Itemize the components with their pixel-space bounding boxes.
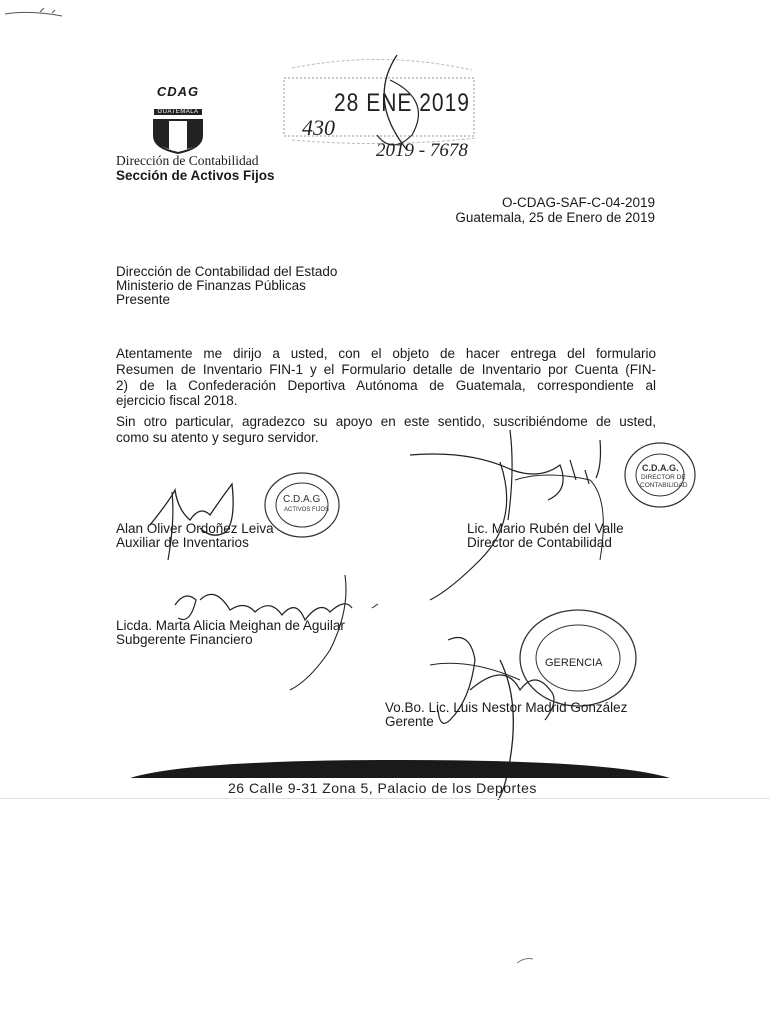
logo-sublabel: GUATEMALA [154,109,201,115]
reference-code: O-CDAG-SAF-C-04-2019 [501,195,655,210]
signer-2-title: Director de Contabilidad [467,535,612,550]
file-number: 2019 - 7678 [376,140,468,161]
stray-mark [515,955,535,965]
para1-line2: Resumen de Inventario FIN-1 y el Formulario detalle de Inventario por Cuenta (FIN- [116,361,656,377]
vobo-name: Vo.Bo. Lic. Luis Nestor Madrid González [385,700,628,715]
signer-3-name: Licda. Marta Alicia Meighan de Aguilar [116,618,345,633]
logo-text: CDAG [156,84,200,99]
director-stamp-line1: C.D.A.G. [642,463,679,473]
para1-line4: ejercicio fiscal 2018. [116,393,238,409]
recipient-line3: Presente [116,292,171,307]
place-date: Guatemala, 25 de Enero de 2019 [455,210,655,225]
para2-line2: como su atento y seguro servidor. [116,429,319,445]
signer-1-name: Alan Oliver Ordoñez Leiva [116,521,274,536]
para1-line1: Atentamente me dirijo a usted, con el objeto de hacer entrega del formulario [116,346,656,361]
para1-line3: 2) de la Confederación Deportiva Autónoma de Guatemala, correspondiente al [116,377,656,393]
received-date: 28 ENE 2019 [334,89,470,118]
footer-band [130,756,670,782]
department-name: Dirección de Contabilidad [116,153,259,168]
director-stamp-line2: DIRECTOR DE [641,474,686,481]
vobo-title: Gerente [385,714,434,729]
activos-stamp-top: C.D.A.G [283,494,321,505]
recipient-line2: Ministerio de Finanzas Públicas [116,278,306,293]
received-number: 430 [302,115,335,140]
gerencia-stamp-label: GERENCIA [545,657,603,669]
activos-stamp-bottom: ACTIVOS FIJOS [284,507,330,513]
director-stamp-line3: CONTABILIDAD [640,482,688,489]
signer-3-title: Subgerente Financiero [116,632,253,647]
recipient-line1: Dirección de Contabilidad del Estado [116,264,338,279]
signer-2-name: Lic. Mario Rubén del Valle [467,521,624,536]
footer-address: 26 Calle 9-31 Zona 5, Palacio de los Deportes [228,780,537,796]
para2-line1: Sin otro particular, agradezco su apoyo en este sentido, suscribiéndome de usted, [116,414,656,429]
signer-1-title: Auxiliar de Inventarios [116,535,249,550]
scan-edge [0,798,770,799]
section-name: Sección de Activos Fijos [116,168,275,183]
